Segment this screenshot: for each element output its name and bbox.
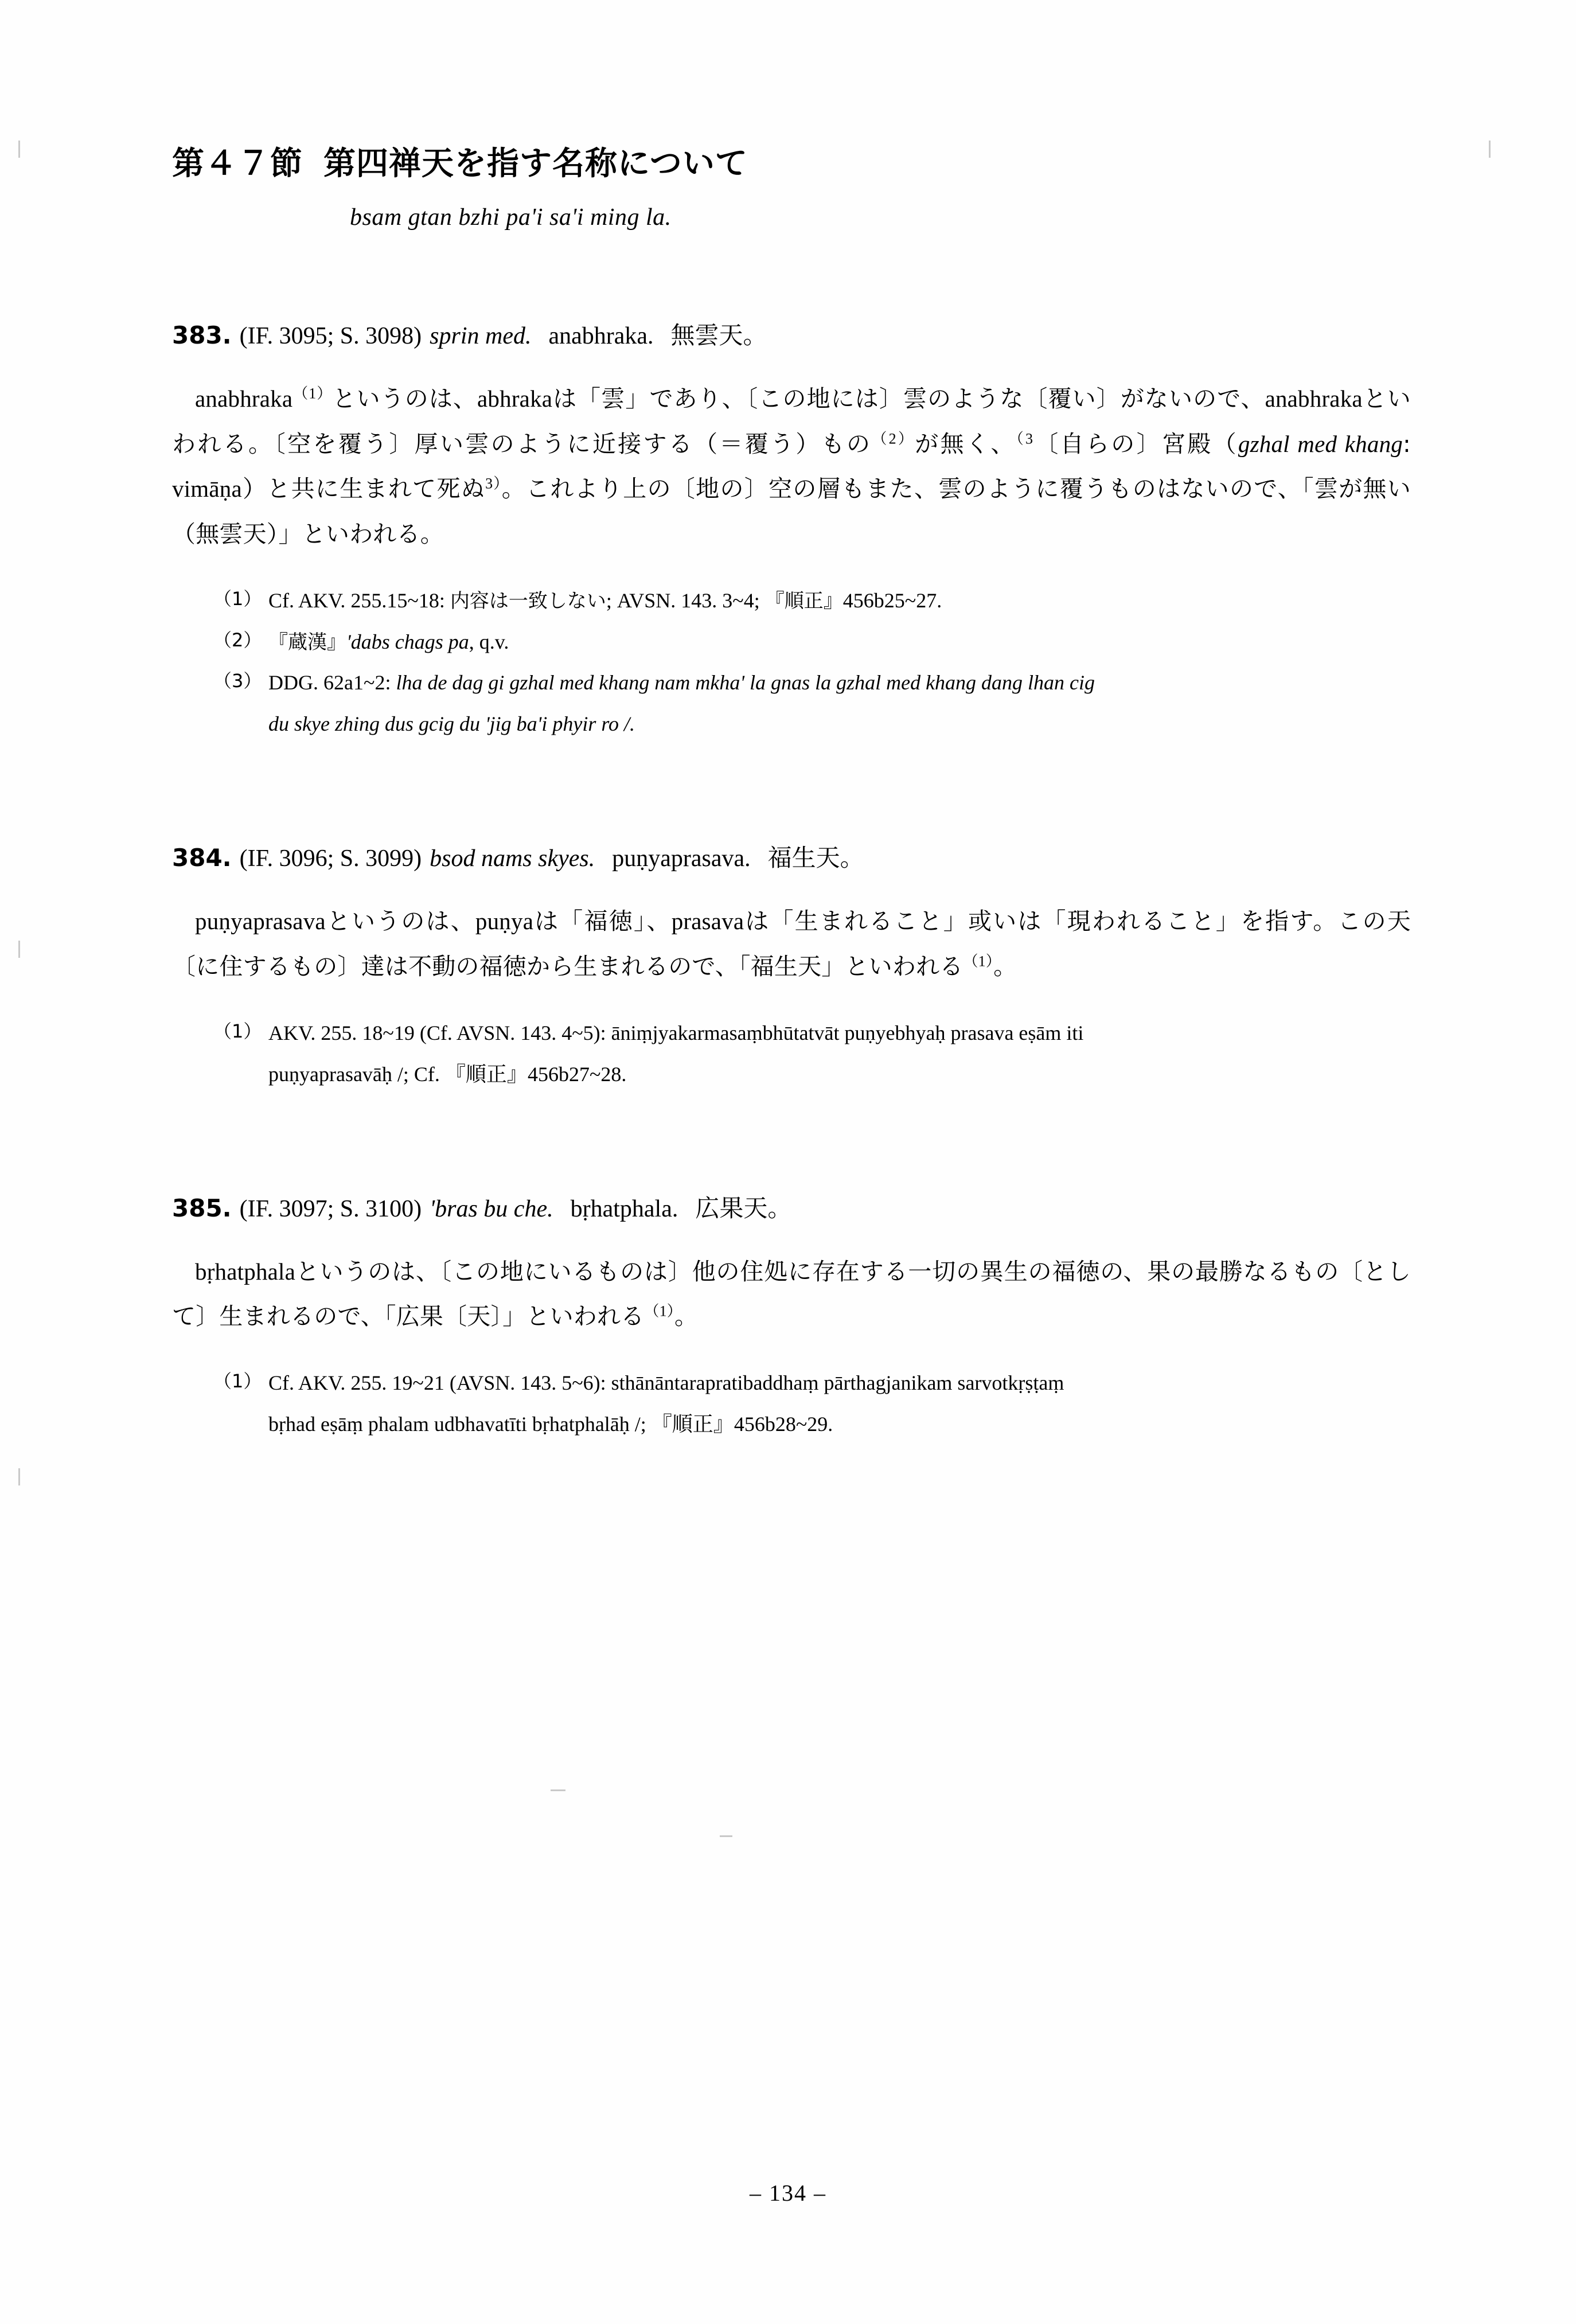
entry-385 [172,1190,1411,1442]
entry-notes [213,1366,1411,1442]
scan-edge-mark [551,1789,565,1791]
document-content [172,143,1411,1442]
note-item [213,665,1411,701]
entry-reference: (IF. 3097; S. 3100) [239,1195,422,1222]
note-item [213,1016,1411,1051]
section-heading-number: 第４７節 [172,145,303,182]
scan-edge-mark [18,941,20,958]
note-marker: （2） [213,629,262,651]
entry-tibetan: 'bras bu che. [430,1195,553,1222]
entry-sanskrit: puṇyaprasava. [612,845,751,872]
entry-japanese: 無雲天。 [670,321,767,349]
page-number: – 134 – [750,2180,826,2206]
note-text: Cf. AKV. 255.15~18: 内容は一致しない; AVSN. 143. 3~4; 『順正』456b25~27. [268,588,942,613]
entry-sanskrit: anabhraka. [548,322,654,349]
note-item [213,583,1411,619]
page-title [172,143,1411,185]
note-item [213,625,1411,660]
note-text: DDG. 62a1~2: lha de dag gi gzhal med khang nam mkha' la gnas la gzhal med khang dang lhan cig [268,671,1095,695]
entry-paragraph: bṛhatphalaというのは、〔この地にいるものは〕他の住処に存在する一切の異生の福徳の、果の最勝なるもの〔として〕生まれるので、「広果〔天〕」といわれる$^{(1)}$。 [172,1257,1411,1331]
entry-number: 383. [172,321,232,349]
entry-notes [213,1016,1411,1093]
section-subtitle: bsam gtan bzhi pa'i sa'i ming la. [350,204,672,231]
note-marker: （1） [213,587,262,610]
note-continuation: du skye zhing dus gcig du 'jig ba'i phyir ro /. [268,712,635,736]
entry-tibetan: sprin med. [430,322,532,349]
note-continuation: puṇyaprasavāḥ /; Cf. 『順正』456b27~28. [268,1062,627,1086]
entry-header [172,840,1411,877]
note-marker: （3） [213,670,262,692]
entry-japanese: 広果天。 [695,1194,792,1222]
note-marker: （1） [213,1370,262,1392]
section-heading-title: 第四禅天を指す名称について [323,145,748,182]
entry-reference: (IF. 3095; S. 3098) [239,322,422,349]
note-item [213,1366,1411,1401]
note-continuation: bṛhad eṣāṃ phalam udbhavatīti bṛhatphalāḥ /; 『順正』456b28~29. [268,1412,833,1436]
scan-edge-mark [720,1835,732,1837]
entry-paragraph: anabhraka$^{(1)}$というのは、abhrakaは「雲」であり、〔この地には〕雲のような〔覆い〕がないので、anabhrakaといわれる。〔空を覆う〕厚い雲のように近接する（＝覆う）もの$^{(2)}$が無く、$^{(3}$〔自らの〕宮殿（gzhal med khang: vimāṇa）と共に生まれて死ぬ$^{3)}$。これより上の〔地の〕空の層もまた、雲のように覆うものはないので、「雲が無い（無雲天）」といわれる。 [172,384,1411,548]
note-text: AKV. 255. 18~19 (Cf. AVSN. 143. 4~5): āniṃjyakarmasaṃbhūtatvāt puṇyebhyaḥ prasava eṣām iti [268,1021,1084,1044]
entry-sanskrit: bṛhatphala. [570,1195,678,1222]
entry-paragraph: puṇyaprasavaというのは、puṇyaは「福徳」、prasavaは「生まれること」或いは「現われること」を指す。この天〔に住するもの〕達は不動の福徳から生まれるので、「福生天」といわれる$^{(1)}$。 [172,907,1411,981]
entry-header [172,317,1411,354]
entry-reference: (IF. 3096; S. 3099) [239,845,422,872]
entry-number: 385. [172,1194,232,1222]
note-text: Cf. AKV. 255. 19~21 (AVSN. 143. 5~6): sthānāntarapratibaddhaṃ pārthagjanikam sarvotkṛṣṭaṃ [268,1371,1064,1394]
entry-number: 384. [172,844,232,872]
scan-edge-mark [18,1468,20,1485]
entry-japanese: 福生天。 [767,844,864,872]
note-marker: （1） [213,1020,262,1042]
entry-tibetan: bsod nams skyes. [430,845,595,872]
entry-notes [213,583,1411,743]
entry-383 [172,317,1411,743]
scan-edge-mark [18,141,20,158]
note-text: 『蔵漢』'dabs chags pa, q.v. [268,630,509,654]
entry-384 [172,840,1411,1092]
entry-header [172,1190,1411,1227]
scan-edge-mark [1489,141,1491,158]
